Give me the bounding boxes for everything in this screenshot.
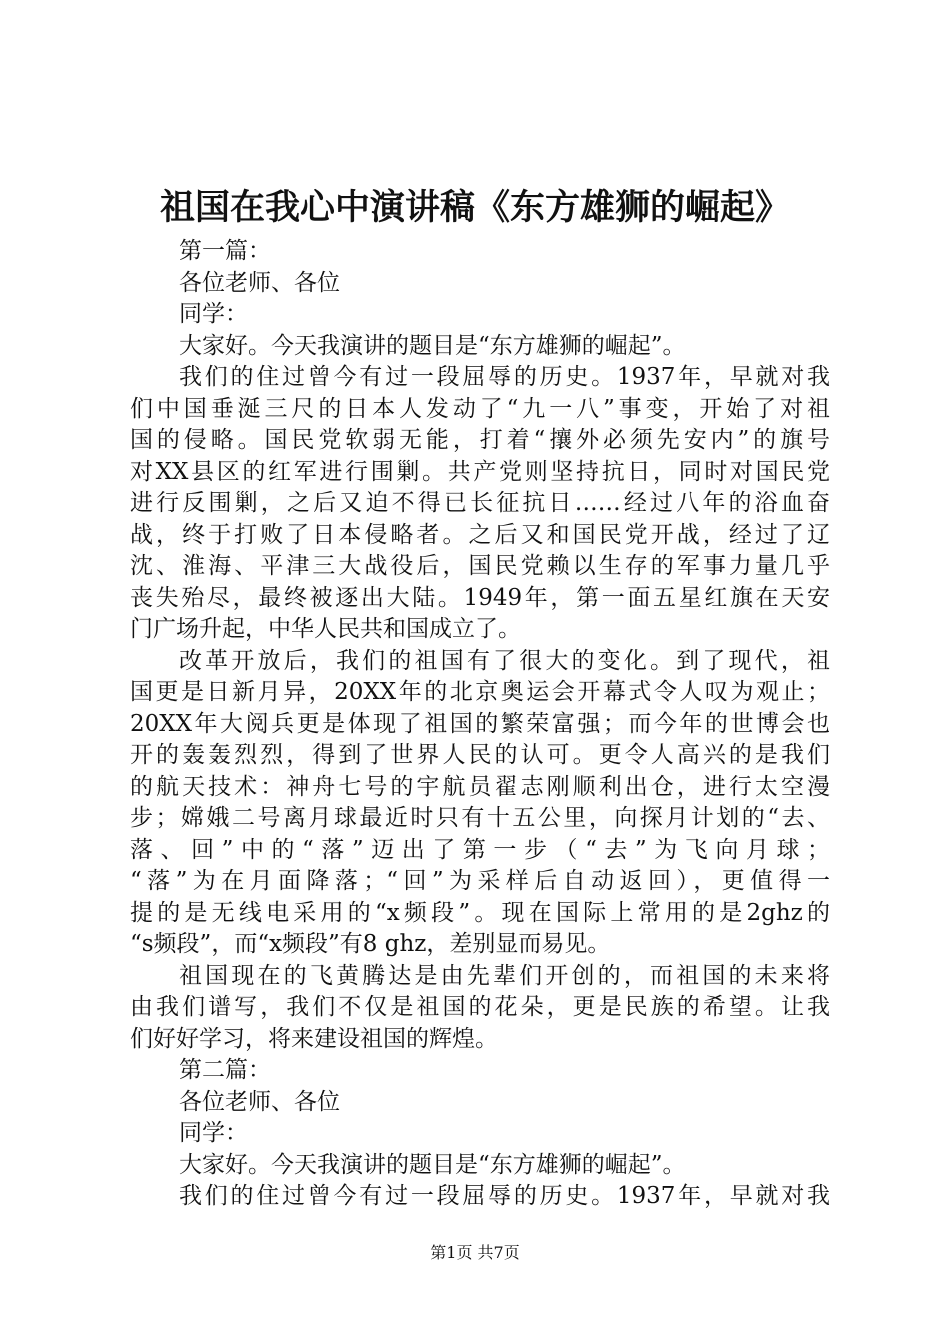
text-line: “落”为在月面降落；“回”为采样后自动返回），更值得一 xyxy=(130,868,830,894)
text-line: 对XX县区的红军进行围剿。共产党则坚持抗日，同时对国民党 xyxy=(130,458,830,485)
text-line: 进行反围剿，之后又迫不得已长征抗日……经过八年的浴血奋 xyxy=(130,490,830,516)
text-line: 大家好。今天我演讲的题目是“东方雄狮的崛起”。 xyxy=(179,1151,686,1178)
text-line: 们好好学习，将来建设祖国的辉煌。 xyxy=(130,1025,498,1052)
page-number-footer: 第1页 共7页 xyxy=(430,1243,520,1262)
text-line: “s频段”，而“x频段”有8 ghz，差别显而易见。 xyxy=(130,931,611,957)
text-line: 由我们谱写，我们不仅是祖国的花朵，更是民族的希望。让我 xyxy=(130,994,830,1020)
text-line: 同学： xyxy=(179,301,248,327)
document-body xyxy=(130,236,830,1213)
text-line: 开的轰轰烈烈，得到了世界人民的认可。更令人高兴的是我们 xyxy=(130,742,830,768)
text-line: 第一篇： xyxy=(179,238,271,264)
text-line: 各位老师、各位 xyxy=(179,1088,340,1115)
text-line: 门广场升起，中华人民共和国成立了。 xyxy=(130,616,521,642)
text-line: 落、回”中的“落”迈出了第一步（“去”为飞向月球； xyxy=(130,836,830,863)
text-line: 们中国垂涎三尺的日本人发动了“九一八”事变，开始了对祖 xyxy=(130,395,830,422)
text-line: 战，终于打败了日本侵略者。之后又和国民党开战，经过了辽 xyxy=(130,521,830,548)
text-line: 我们的住过曾今有过一段屈辱的历史。1937年，早就对我 xyxy=(179,1183,830,1209)
text-line: 第二篇： xyxy=(179,1057,271,1083)
text-line: 的航天技术：神舟七号的宇航员翟志刚顺利出仓，进行太空漫 xyxy=(130,773,830,800)
text-line: 沈、淮海、平津三大战役后，国民党赖以生存的军事力量几乎 xyxy=(130,553,830,579)
text-line: 提的是无线电采用的“x频段”。现在国际上常用的是2ghz的 xyxy=(130,899,830,926)
text-line: 祖国现在的飞黄腾达是由先辈们开创的，而祖国的未来将 xyxy=(179,962,830,989)
text-line: 20XX年大阅兵更是体现了祖国的繁荣富强；而今年的世博会也 xyxy=(130,710,830,737)
text-line: 改革开放后，我们的祖国有了很大的变化。到了现代，祖 xyxy=(179,647,830,674)
text-line: 我们的住过曾今有过一段屈辱的历史。1937年，早就对我 xyxy=(179,364,830,390)
text-line: 国更是日新月异，20XX年的北京奥运会开幕式令人叹为观止； xyxy=(130,679,830,705)
text-line: 步；嫦娥二号离月球最近时只有十五公里，向探月计划的“去、 xyxy=(130,805,830,831)
text-line: 大家好。今天我演讲的题目是“东方雄狮的崛起”。 xyxy=(179,332,686,359)
text-line: 各位老师、各位 xyxy=(179,269,340,296)
text-line: 同学： xyxy=(179,1120,248,1146)
document-title: 祖国在我心中演讲稿《东方雄狮的崛起》 xyxy=(159,187,790,228)
text-line: 丧失殆尽，最终被逐出大陆。1949年，第一面五星红旗在天安 xyxy=(130,584,830,611)
text-line: 国的侵略。国民党软弱无能，打着“攘外必须先安内”的旗号 xyxy=(130,427,830,453)
